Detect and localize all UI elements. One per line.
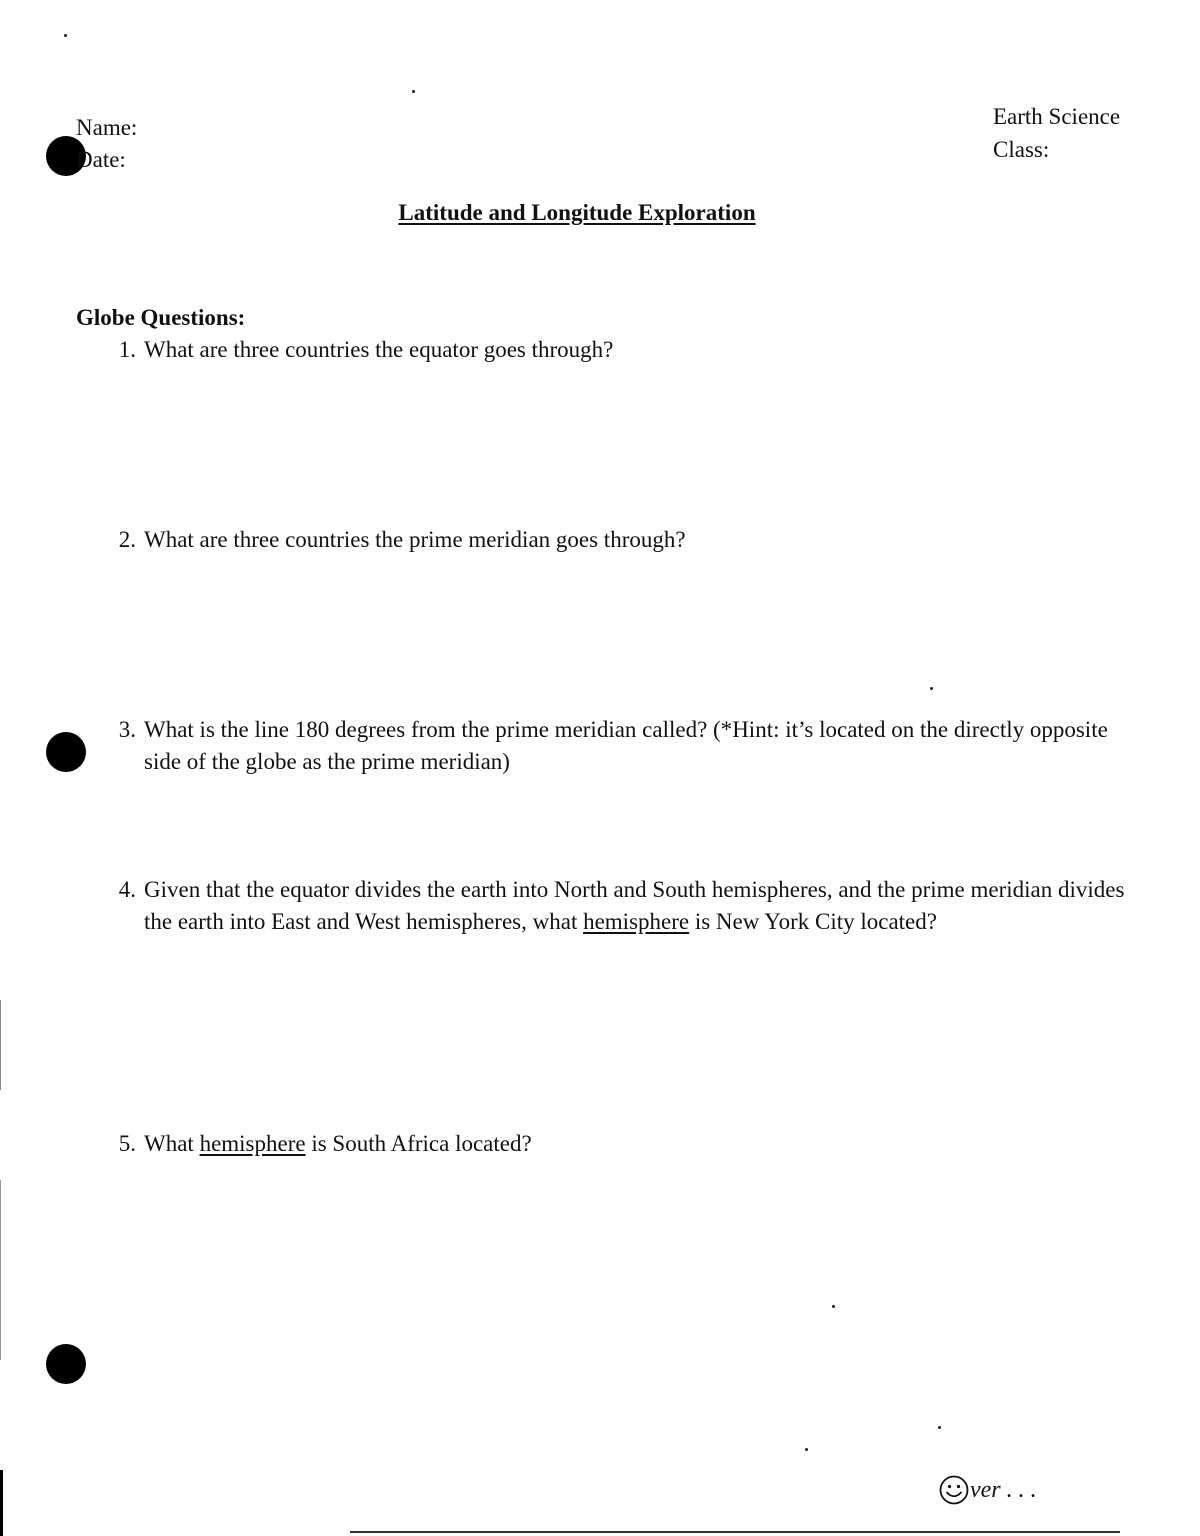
question-number: 2. <box>118 527 136 552</box>
punch-hole-bottom <box>46 1344 86 1384</box>
underlined-term: hemisphere <box>199 1131 306 1156</box>
question-4 <box>100 874 1140 938</box>
underlined-term: hemisphere <box>583 909 690 934</box>
question-1 <box>100 334 1140 366</box>
class-label: Class: <box>993 137 1050 162</box>
question-text: What are three countries the prime meridian goes through? <box>144 527 686 552</box>
question-text-part: What <box>144 1131 200 1156</box>
over-text: ver . . . <box>970 1477 1037 1503</box>
question-text-part: Given that the equator divides the earth into North and South hemispheres, and the prime meridian divides the earth into East and West hemispheres, what <box>144 877 1125 934</box>
question-text <box>144 1128 1140 1160</box>
scan-edge-mark <box>0 1470 3 1536</box>
scan-speck <box>805 1448 808 1451</box>
question-number: 3. <box>118 717 136 742</box>
scan-speck <box>412 90 415 93</box>
course-label: Earth Science <box>993 104 1121 129</box>
name-label: Name: <box>76 115 138 140</box>
question-5 <box>100 1128 1140 1160</box>
punch-hole-middle <box>46 732 86 772</box>
question-2 <box>100 524 1140 556</box>
scan-speck <box>938 1426 941 1429</box>
question-text-part: is South Africa located? <box>305 1131 532 1156</box>
question-text-part: is New York City located? <box>689 909 937 934</box>
question-number: 5. <box>118 1131 136 1156</box>
scan-edge-mark <box>0 1180 1 1360</box>
scan-edge-mark <box>0 1000 1 1090</box>
smiley-face-icon <box>938 1474 970 1506</box>
question-number: 1. <box>118 337 136 362</box>
question-text: What are three countries the equator goes through? <box>144 337 614 362</box>
scan-speck <box>930 687 933 690</box>
date-label: Date: <box>76 147 126 172</box>
scan-speck <box>64 34 67 37</box>
worksheet-title: Latitude and Longitude Exploration <box>398 200 756 225</box>
scan-speck <box>832 1305 835 1308</box>
question-text <box>144 874 1140 938</box>
over-note <box>938 1470 1037 1510</box>
question-number: 4. <box>118 877 136 902</box>
question-text: What is the line 180 degrees from the prime meridian called? (*Hint: it’s located on the directly opposite side of the globe as the prime meridian) <box>144 717 1108 774</box>
scan-bottom-rule <box>350 1531 1120 1533</box>
section-heading: Globe Questions: <box>76 305 246 330</box>
question-3 <box>100 714 1140 778</box>
